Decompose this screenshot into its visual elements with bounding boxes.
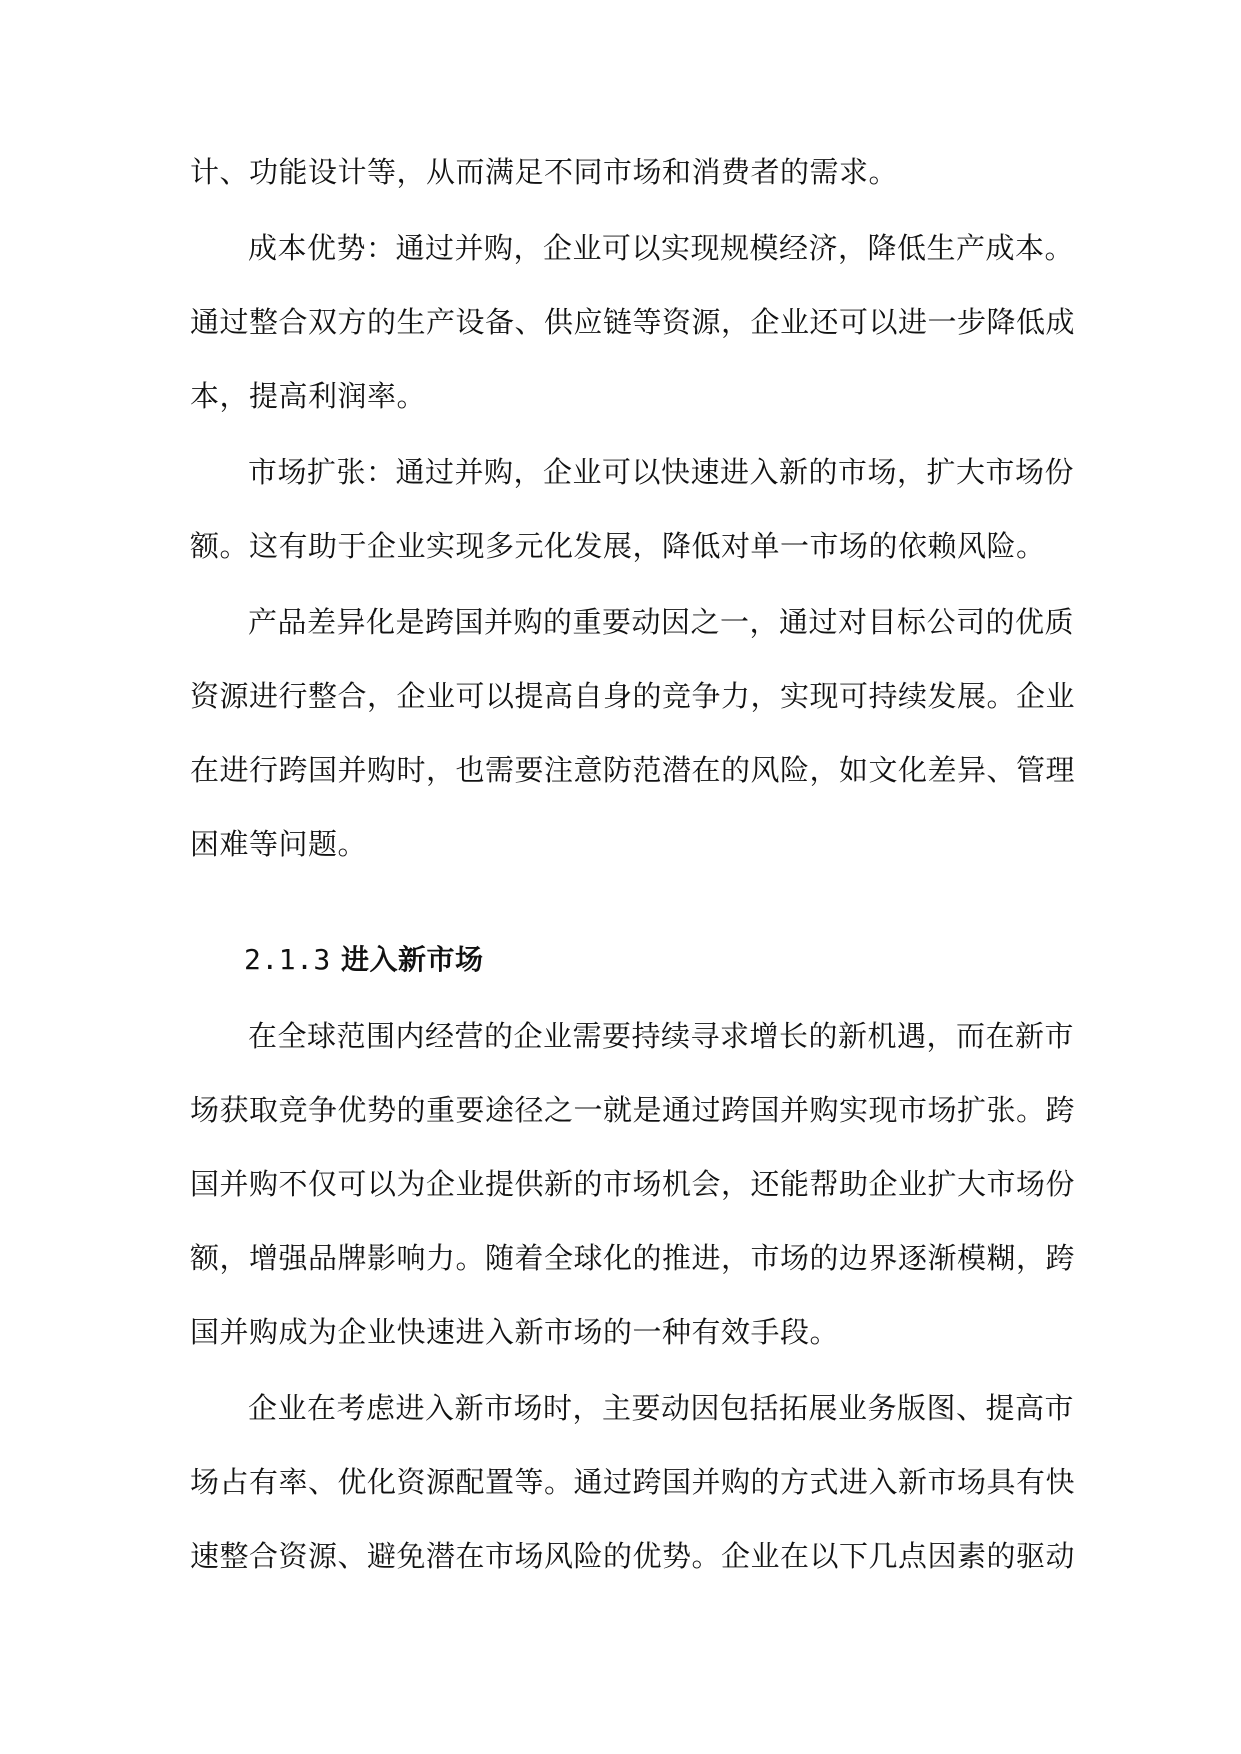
paragraph-differentiation-line-1: 产品差异化是跨国并购的重要动因之一，通过对目标公司的优质 bbox=[248, 605, 1075, 639]
paragraph-new-market-line-1: 在全球范围内经营的企业需要持续寻求增长的新机遇，而在新市 bbox=[248, 1019, 1075, 1053]
paragraph-motives-line-3: 速整合资源、避免潜在市场风险的优势。企业在以下几点因素的驱动 bbox=[190, 1539, 1076, 1573]
paragraph-motives-line-2: 场占有率、优化资源配置等。通过跨国并购的方式进入新市场具有快 bbox=[190, 1465, 1076, 1499]
paragraph-motives-line-1: 企业在考虑进入新市场时，主要动因包括拓展业务版图、提高市 bbox=[248, 1391, 1075, 1425]
paragraph-differentiation-line-4: 困难等问题。 bbox=[190, 827, 368, 861]
paragraph-new-market-line-2: 场获取竞争优势的重要途径之一就是通过跨国并购实现市场扩张。跨 bbox=[190, 1093, 1076, 1127]
section-heading bbox=[244, 940, 1144, 980]
paragraph-market-expansion-line-1: 市场扩张：通过并购，企业可以快速进入新的市场，扩大市场份 bbox=[248, 455, 1075, 489]
paragraph-cost-advantage-line-2: 通过整合双方的生产设备、供应链等资源，企业还可以进一步降低成 bbox=[190, 305, 1076, 339]
section-heading-title: 进入新市场 bbox=[341, 943, 484, 976]
paragraph-new-market-line-4: 额，增强品牌影响力。随着全球化的推进，市场的边界逐渐模糊，跨 bbox=[190, 1241, 1076, 1275]
paragraph-differentiation-line-3: 在进行跨国并购时，也需要注意防范潜在的风险，如文化差异、管理 bbox=[190, 753, 1076, 787]
paragraph-differentiation-line-2: 资源进行整合，企业可以提高自身的竞争力，实现可持续发展。企业 bbox=[190, 679, 1076, 713]
paragraph-continuation-line: 计、功能设计等，从而满足不同市场和消费者的需求。 bbox=[190, 155, 899, 189]
paragraph-market-expansion-line-2: 额。这有助于企业实现多元化发展，降低对单一市场的依赖风险。 bbox=[190, 529, 1046, 563]
paragraph-cost-advantage-line-1: 成本优势：通过并购，企业可以实现规模经济，降低生产成本。 bbox=[248, 231, 1075, 265]
paragraph-cost-advantage-line-3: 本，提高利润率。 bbox=[190, 379, 427, 413]
paragraph-new-market-line-3: 国并购不仅可以为企业提供新的市场机会，还能帮助企业扩大市场份 bbox=[190, 1167, 1076, 1201]
paragraph-new-market-line-5: 国并购成为企业快速进入新市场的一种有效手段。 bbox=[190, 1315, 840, 1349]
section-heading-number: 2.1.3 bbox=[244, 943, 331, 976]
